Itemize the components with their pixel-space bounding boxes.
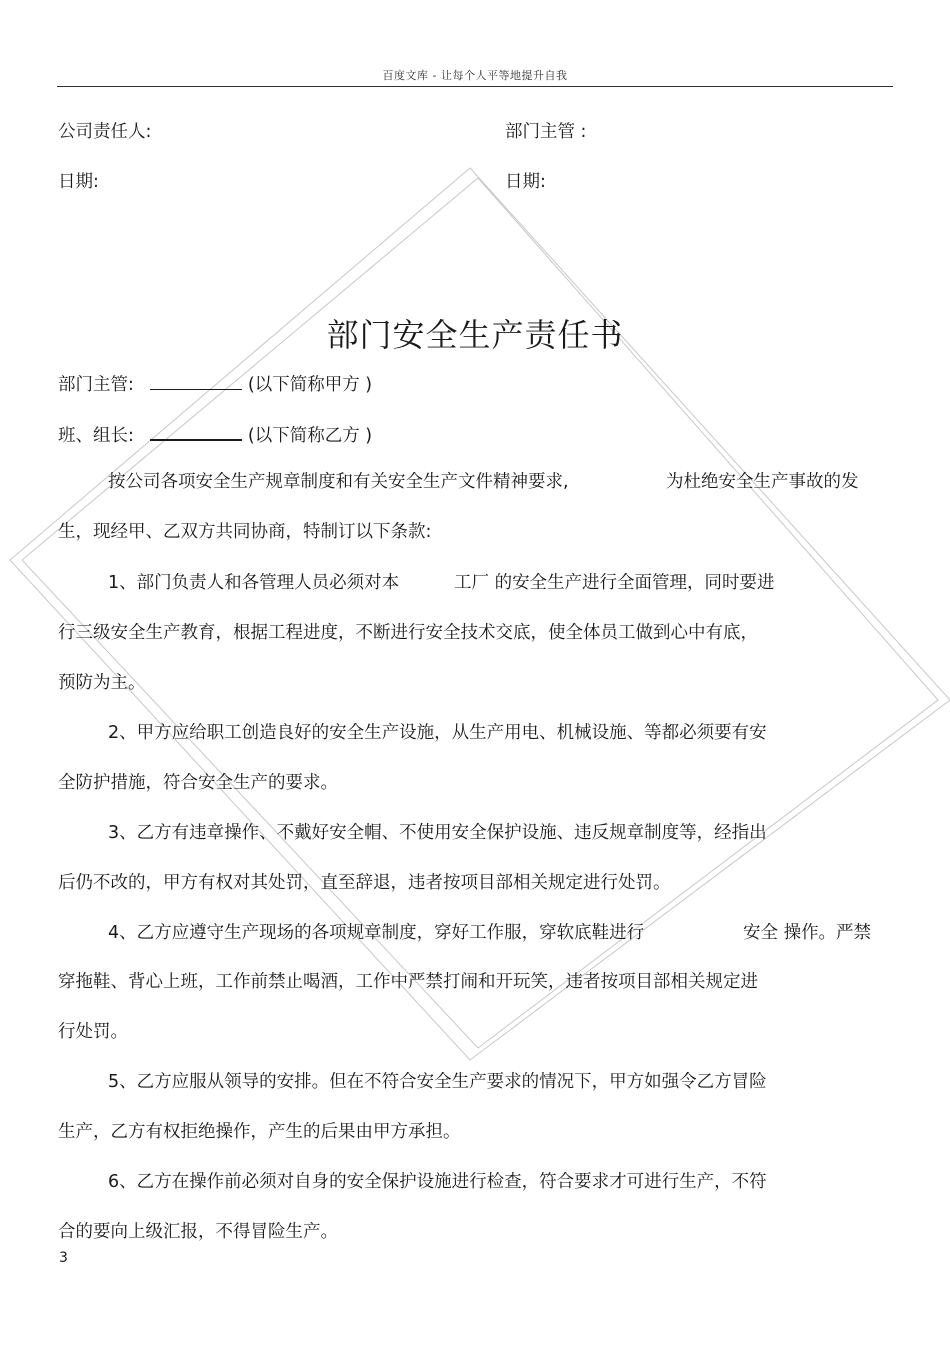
clause-4-line-1b: 安全 操作。严禁 bbox=[743, 923, 872, 943]
clause-5-line-1: 5、乙方应服从领导的安排。但在不符合安全生产要求的情况下，甲方如强令乙方冒险 bbox=[108, 1072, 767, 1092]
clause-3-line-2: 后仍不改的，甲方有权对其处罚，直至辞退，违者按项目部相关规定进行处罚。 bbox=[58, 873, 671, 893]
clause-4-line-1a: 4、乙方应遵守生产现场的各项规章制度，穿好工作服，穿软底鞋进行 bbox=[108, 923, 645, 943]
party-b-label: 班、组长: bbox=[58, 426, 134, 446]
dept-head-signature-label: 部门主管 : bbox=[505, 122, 587, 142]
party-a-line bbox=[58, 371, 372, 396]
party-b-blank bbox=[150, 421, 242, 441]
page-number: 3 bbox=[59, 1250, 68, 1266]
clause-5-line-2: 生产，乙方有权拒绝操作，产生的后果由甲方承担。 bbox=[58, 1122, 461, 1142]
party-a-blank bbox=[150, 371, 242, 390]
clause-2-line-2: 全防护措施，符合安全生产的要求。 bbox=[58, 773, 338, 793]
intro-line-2: 生，现经甲、乙双方共同协商，特制订以下条款: bbox=[58, 522, 432, 542]
party-b-line bbox=[58, 421, 372, 447]
header-divider bbox=[57, 86, 893, 87]
clause-6-line-2: 合的要向上级汇报，不得冒险生产。 bbox=[58, 1222, 338, 1242]
intro-line-1a: 按公司各项安全生产规章制度和有关安全生产文件精神要求, bbox=[108, 472, 569, 492]
party-a-note: (以下简称甲方 ) bbox=[247, 375, 373, 395]
party-b-note: (以下简称乙方 ) bbox=[247, 426, 373, 446]
party-a-label: 部门主管: bbox=[58, 375, 134, 395]
clause-3-line-1: 3、乙方有违章操作、不戴好安全帽、不使用安全保护设施、违反规章制度等，经指出 bbox=[108, 823, 767, 843]
clause-6-line-1: 6、乙方在操作前必须对自身的安全保护设施进行检查，符合要求才可进行生产，不符 bbox=[108, 1172, 767, 1192]
intro-line-1b: 为杜绝安全生产事故的发 bbox=[666, 472, 859, 492]
clause-1-line-3: 预防为主。 bbox=[58, 673, 146, 693]
clause-2-line-1: 2、甲方应给职工创造良好的安全生产设施，从生产用电、机械设施、等都必须要有安 bbox=[108, 723, 767, 743]
clause-1-line-1a: 1、部门负责人和各管理人员必须对本 bbox=[108, 573, 400, 593]
clause-4-line-3: 行处罚。 bbox=[58, 1022, 128, 1042]
clause-1-line-1b: 工厂 的安全生产进行全面管理，同时要进 bbox=[454, 573, 775, 593]
company-responsible-label: 公司责任人: bbox=[58, 122, 152, 142]
document-title: 部门安全生产责任书 bbox=[326, 316, 624, 354]
date-label-right: 日期: bbox=[505, 172, 546, 192]
document-header: 百度文库 - 让每个人平等地提升自我 bbox=[382, 69, 568, 82]
date-label-left: 日期: bbox=[58, 172, 99, 192]
clause-1-line-2: 行三级安全生产教育，根据工程进度，不断进行安全技术交底，使全体员工做到心中有底， bbox=[58, 623, 758, 643]
clause-4-line-2: 穿拖鞋、背心上班，工作前禁止喝酒，工作中严禁打闹和开玩笑，违者按项目部相关规定进 bbox=[58, 972, 758, 992]
